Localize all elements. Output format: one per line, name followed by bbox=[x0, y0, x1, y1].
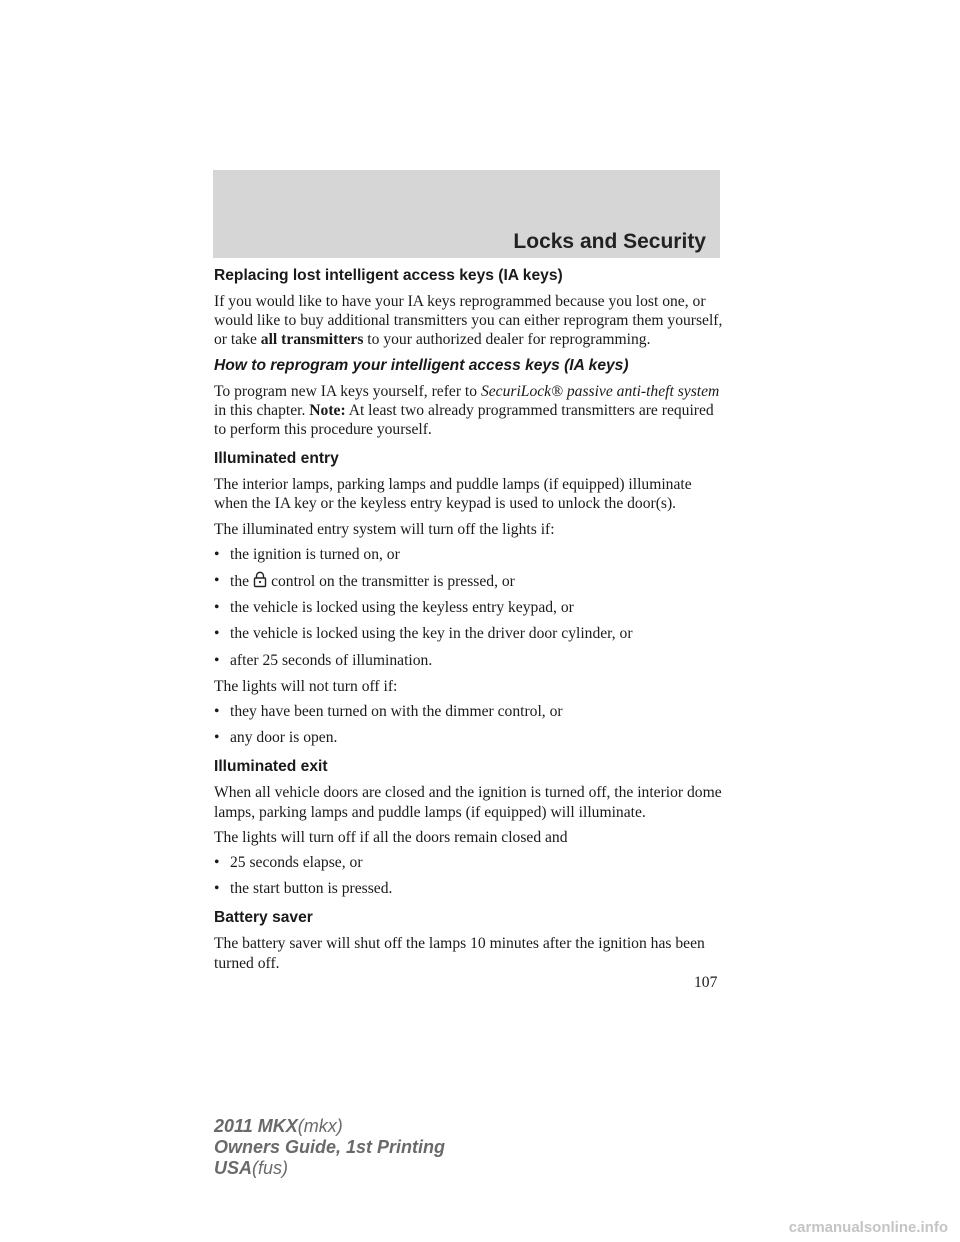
list-turn-off-conditions bbox=[214, 545, 724, 670]
footer-line-1: 2011 MKX(mkx) bbox=[214, 1116, 343, 1136]
list-item: • any door is open. bbox=[214, 729, 338, 747]
list-item: • 25 seconds elapse, or bbox=[214, 854, 363, 872]
note-label: Note: bbox=[309, 401, 346, 419]
footer-line-3: USA(fus) bbox=[214, 1158, 289, 1178]
footer-line-2: Owners Guide, 1st Printing bbox=[214, 1137, 446, 1157]
paragraph-battery-saver: The battery saver will shut off the lamps 10 minutes after the ignition has been turned off. bbox=[214, 935, 705, 972]
section-title: Locks and Security bbox=[513, 230, 706, 253]
heading-battery-saver: Battery saver bbox=[214, 909, 313, 927]
paragraph-illuminated-exit-2: The lights will turn off if all the doors remain closed and bbox=[214, 828, 568, 846]
heading-replacing-keys: Replacing lost intelligent access keys (IA keys) bbox=[214, 267, 563, 284]
page-content bbox=[214, 266, 724, 979]
list-item: • the vehicle is locked using the key in the driver door cylinder, or bbox=[214, 625, 633, 643]
heading-reprogram-keys: How to reprogram your intelligent access keys (IA keys) bbox=[214, 356, 629, 374]
list-item: • the control on the transmitter is pressed, or bbox=[214, 572, 515, 591]
heading-illuminated-exit: Illuminated exit bbox=[214, 758, 328, 776]
paragraph-illuminated-entry-3: The lights will not turn off if: bbox=[214, 677, 398, 695]
list-item: • they have been turned on with the dimmer control, or bbox=[214, 703, 563, 721]
paragraph-illuminated-exit-1: When all vehicle doors are closed and the ignition is turned off, the interior dome lamps, parking lamps and puddle lamps (if equipped) will illuminate. bbox=[214, 784, 722, 821]
list-stay-on-conditions bbox=[214, 702, 724, 747]
lock-icon bbox=[253, 571, 267, 588]
bold-all-transmitters: all transmitters bbox=[260, 331, 364, 349]
paragraph-illuminated-entry-1: The interior lamps, parking lamps and puddle lamps (if equipped) illuminate when the IA key or the keyless entry keypad is used to unlock the door(s). bbox=[214, 476, 692, 513]
paragraph-illuminated-entry-2: The illuminated entry system will turn off the lights if: bbox=[214, 520, 555, 538]
page-number: 107 bbox=[694, 974, 718, 991]
list-exit-conditions bbox=[214, 853, 724, 898]
list-item: • the vehicle is locked using the keyless entry keypad, or bbox=[214, 599, 574, 617]
heading-illuminated-entry: Illuminated entry bbox=[214, 450, 339, 468]
list-item: • the ignition is turned on, or bbox=[214, 545, 400, 563]
list-item: • the start button is pressed. bbox=[214, 880, 393, 898]
securilock-reference: SecuriLock® passive anti-theft system bbox=[480, 382, 720, 400]
list-item: • after 25 seconds of illumination. bbox=[214, 651, 433, 669]
print-footer bbox=[214, 1116, 445, 1179]
paragraph-reprogram-keys: To program new IA keys yourself, refer to SecuriLock® passive anti-theft system in this chapter. Note: At least two already programmed transmitters are required to perform this procedure yourself. bbox=[214, 382, 720, 439]
paragraph-replacing-keys: If you would like to have your IA keys reprogrammed because you lost one, or would like to buy additional transmitters you can either reprogram them yourself, or take all transmitters to your authorized dealer for reprogramming. bbox=[214, 293, 723, 349]
section-header-band bbox=[213, 170, 720, 258]
watermark: carmanualsonline.info bbox=[788, 1219, 948, 1236]
